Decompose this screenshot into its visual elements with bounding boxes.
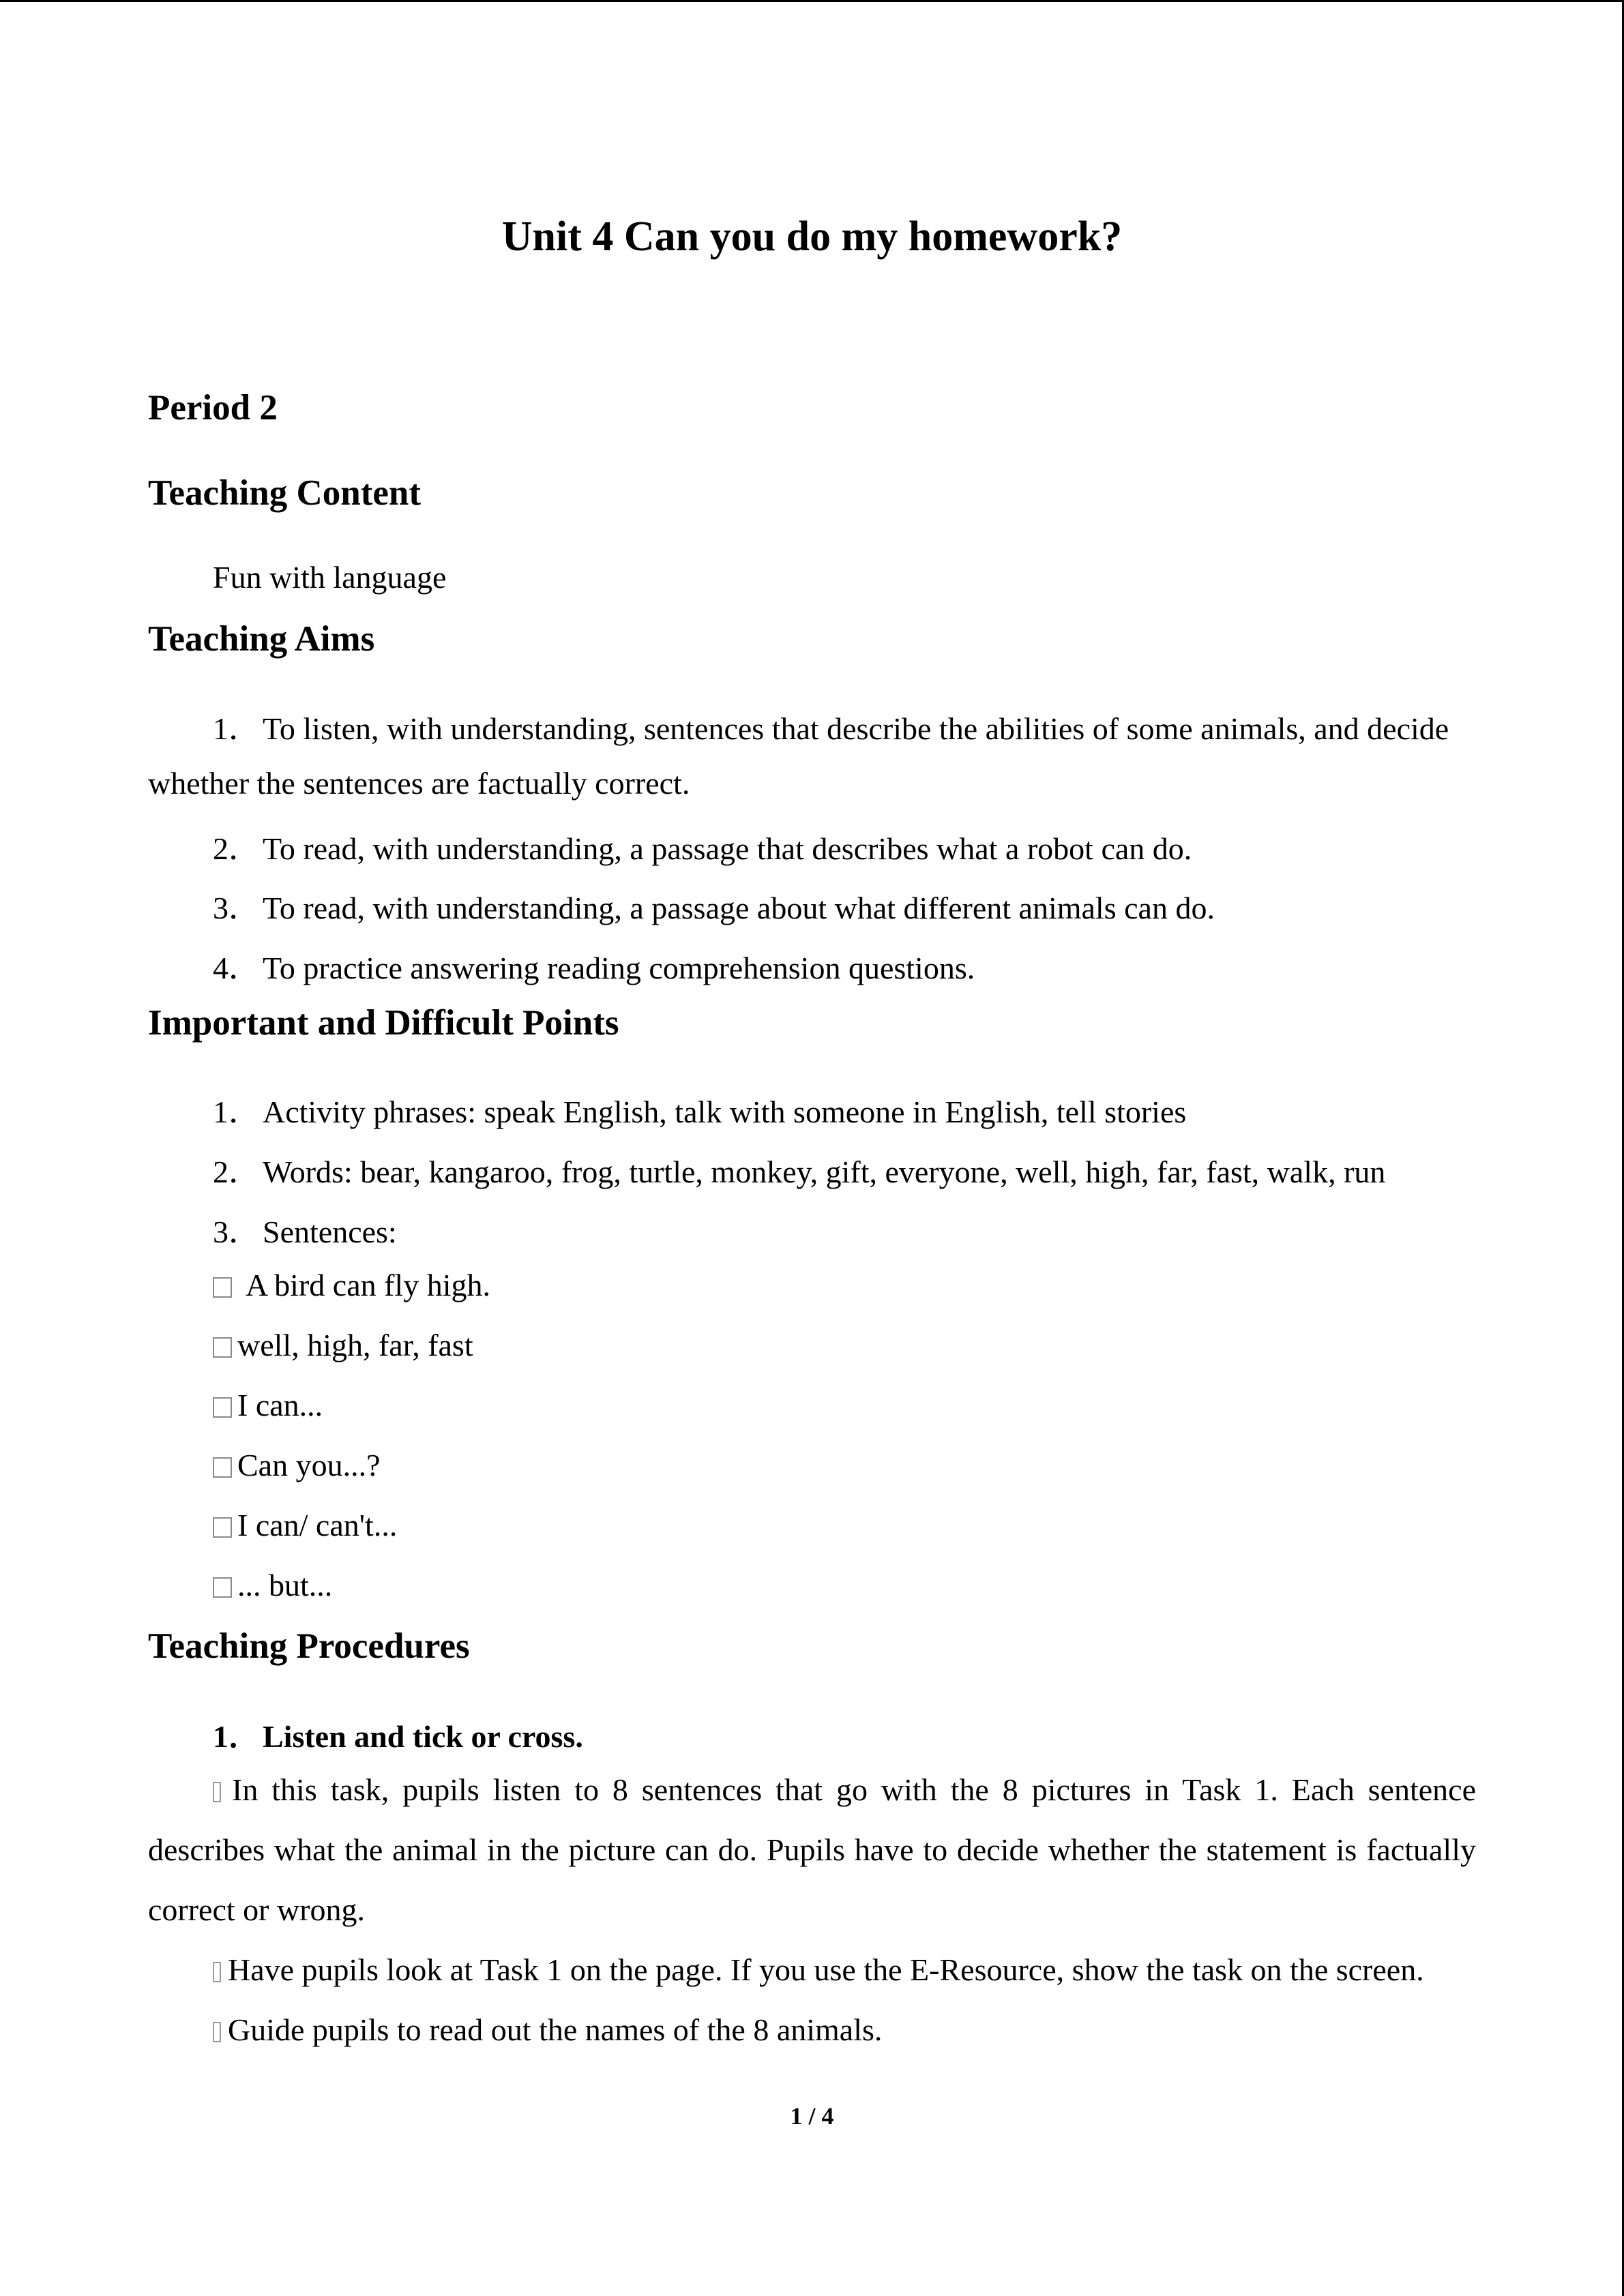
point-item-2	[213, 1147, 1385, 1192]
teaching-content-heading: Teaching Content	[148, 473, 422, 513]
checkbox-glyph-icon	[213, 1517, 232, 1538]
teaching-content-text: Fun with language	[213, 560, 447, 595]
checkbox-glyph-icon	[213, 1457, 232, 1478]
paragraph-text: Have pupils look at Task 1 on the page. If you use the E-Resource, show the task on the screen.	[228, 1952, 1424, 1987]
document-title: Unit 4 Can you do my homework?	[501, 213, 1123, 260]
point-number: 2．	[213, 1154, 260, 1189]
sentence-text: I can...	[237, 1388, 323, 1422]
procedure-paragraph-2	[213, 1952, 1424, 1988]
sentence-text: well, high, far, fast	[237, 1328, 473, 1362]
step-number: 1．	[213, 1719, 260, 1754]
aim-number: 1．	[213, 711, 260, 746]
procedure-paragraph-1-line-2: describes what the animal in the picture can do. Pupils have to decide whether the statement is factually	[148, 1832, 1476, 1867]
aim-item-1-continued: whether the sentences are factually correct.	[148, 766, 690, 801]
sentence-item	[213, 1327, 473, 1363]
point-item-3	[213, 1207, 397, 1252]
sentence-text: A bird can fly high.	[246, 1268, 490, 1302]
procedure-paragraph-1-line-1	[213, 1772, 1476, 1808]
point-item-1	[213, 1087, 1186, 1132]
point-number: 1．	[213, 1094, 260, 1129]
aim-text: To read, with understanding, a passage about what different animals can do.	[263, 891, 1215, 925]
aim-number: 2．	[213, 831, 260, 866]
important-points-heading: Important and Difficult Points	[148, 1003, 619, 1043]
point-text: Sentences:	[263, 1214, 397, 1249]
sentence-text: ... but...	[237, 1568, 333, 1602]
bullet-glyph-icon	[213, 2022, 221, 2042]
teaching-aims-heading: Teaching Aims	[148, 619, 375, 659]
checkbox-glyph-icon	[213, 1337, 232, 1358]
aim-text: To read, with understanding, a passage that describes what a robot can do.	[263, 831, 1192, 866]
checkbox-glyph-icon	[213, 1397, 232, 1418]
top-border-line	[0, 0, 1624, 2]
checkbox-glyph-icon	[213, 1577, 232, 1598]
bullet-glyph-icon	[213, 1782, 221, 1802]
aim-item-4	[213, 943, 975, 988]
sentence-item	[213, 1447, 381, 1483]
point-text: Words: bear, kangaroo, frog, turtle, monkey, gift, everyone, well, high, far, fast, walk, run	[263, 1154, 1386, 1189]
procedure-paragraph-1-line-3: correct or wrong.	[148, 1892, 366, 1927]
point-text: Activity phrases: speak English, talk with someone in English, tell stories	[263, 1094, 1187, 1129]
point-number: 3．	[213, 1214, 260, 1249]
step-title: Listen and tick or cross.	[263, 1719, 583, 1754]
procedure-step-1-title	[213, 1712, 583, 1757]
aim-item-2	[213, 824, 1192, 869]
aim-item-3	[213, 883, 1215, 928]
checkbox-glyph-icon	[213, 1277, 232, 1298]
aim-text: To listen, with understanding, sentences that describe the abilities of some animals, and decide	[263, 711, 1449, 746]
paragraph-text: In this task, pupils listen to 8 sentences that go with the 8 pictures in Task 1. Each sentence	[232, 1772, 1476, 1807]
aim-text: To practice answering reading comprehension questions.	[263, 951, 975, 985]
period-heading: Period 2	[148, 388, 278, 428]
sentence-item	[213, 1267, 490, 1303]
aim-number: 3．	[213, 891, 260, 925]
sentence-text: I can/ can't...	[237, 1508, 398, 1542]
procedure-paragraph-3	[213, 2012, 882, 2048]
sentence-item	[213, 1567, 332, 1603]
aim-item-1	[213, 704, 1449, 749]
sentence-item	[213, 1387, 323, 1423]
aim-number: 4．	[213, 951, 260, 985]
teaching-procedures-heading: Teaching Procedures	[148, 1626, 470, 1666]
sentence-text: Can you...?	[237, 1448, 381, 1482]
page-number: 1 / 4	[790, 2102, 834, 2130]
paragraph-text: Guide pupils to read out the names of the 8 animals.	[228, 2012, 883, 2047]
sentence-item	[213, 1507, 397, 1543]
bullet-glyph-icon	[213, 1962, 221, 1982]
